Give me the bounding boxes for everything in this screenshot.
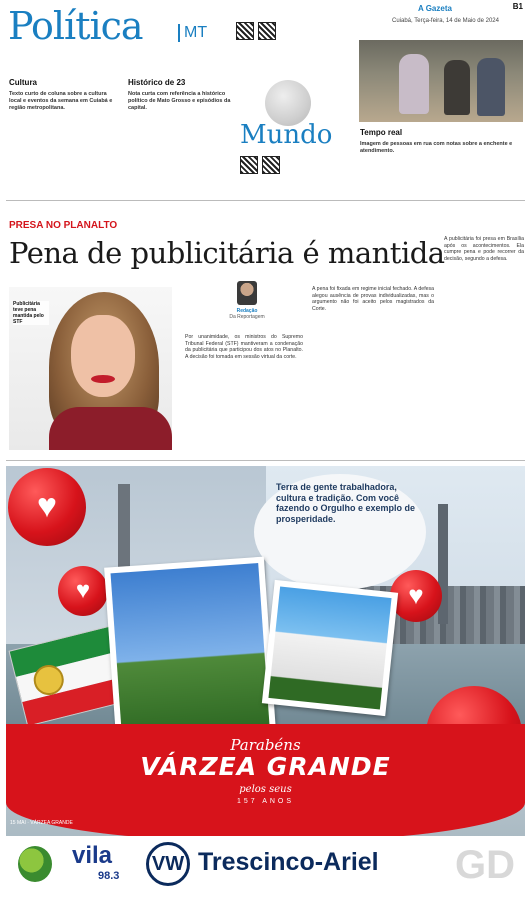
subsection-label: MT xyxy=(178,24,207,42)
qr-block-mid xyxy=(240,156,280,174)
photo-caption: Publicitária teve pena mantida pelo STF xyxy=(13,301,49,325)
greeting-text: Parabéns xyxy=(230,736,301,754)
sponsor-bar xyxy=(6,836,525,894)
story-body-col3: A publicitária foi presa em Brasília após os acontecimentos. Ela cumpre pena e pode recorrer da decisão, segundo a defesa. xyxy=(444,236,524,262)
mundo-label: Mundo xyxy=(240,120,333,150)
column-1 xyxy=(9,78,119,112)
story-body-col2: A pena foi fixada em regime inicial fechado. A defesa alegou ausência de provas individualizadas, mas o argumento não foi aceito pelos magistrados da Corte. xyxy=(312,286,434,312)
column-2 xyxy=(128,78,232,112)
qr-code-icon xyxy=(262,156,280,174)
column-text: Nota curta com referência a histórico político de Mato Grosso e episódios da capital. xyxy=(128,91,231,111)
watermark-logo: GD xyxy=(455,843,515,887)
advertisement[interactable] xyxy=(6,466,525,894)
top-photo xyxy=(359,40,523,122)
page-number: B1 xyxy=(512,2,523,11)
section-title: Política xyxy=(8,4,143,48)
qr-block-left xyxy=(236,22,276,40)
leaf-logo-icon xyxy=(18,846,52,882)
dealer-name: Trescinco-Ariel xyxy=(198,848,379,876)
author-name: Redação xyxy=(236,308,258,314)
heart-icon: ♥ xyxy=(58,566,108,616)
heart-icon: ♥ xyxy=(8,468,86,546)
qr-code-icon xyxy=(240,156,258,174)
bubble-text: Terra de gente trabalhadora, cultura e tradição. Com você fazendo o Orgulho e exemplo de prosperidade. xyxy=(276,482,416,524)
column-3 xyxy=(360,128,522,155)
dateline: Cuiabá, Terça-feira, 14 de Maio de 2024 xyxy=(392,18,499,24)
column-heading: Tempo real xyxy=(360,128,403,137)
story-kicker: PRESA NO PLANALTO xyxy=(9,220,118,231)
years-text: 157 ANOS xyxy=(236,798,295,805)
qr-code-icon xyxy=(258,22,276,40)
author-role: Da Reportagem xyxy=(229,314,265,320)
city-name: VÁRZEA GRANDE xyxy=(140,752,391,781)
edition-logo: A Gazeta xyxy=(418,4,452,13)
postcard-church xyxy=(262,580,398,716)
author-box xyxy=(220,281,274,320)
column-text: Imagem de pessoas em rua com notas sobre a enchente e atendimento. xyxy=(360,141,513,154)
story-headline[interactable]: Pena de publicitária é mantida xyxy=(9,236,445,270)
pelos-text: pelos seus xyxy=(239,784,292,795)
column-heading: Histórico de 23 xyxy=(128,78,186,87)
column-text: Texto curto de coluna sobre a cultura local e eventos da semana em Cuiabá e região metropolitana. xyxy=(9,91,113,111)
postcard-monument xyxy=(104,557,276,742)
qr-code-icon xyxy=(236,22,254,40)
author-avatar xyxy=(237,281,257,305)
divider xyxy=(6,460,525,461)
ad-date: 15 MAI · VÁRZEA GRANDE xyxy=(10,820,73,826)
radio-frequency: 98.3 xyxy=(98,870,120,882)
vw-logo-icon: VW xyxy=(146,842,190,886)
lead-photo xyxy=(9,287,172,450)
radio-logo: vila xyxy=(72,842,113,869)
story-body-col1: Por unanimidade, os ministros do Supremo Tribunal Federal (STF) mantiveram a condenação da publicitária que participou dos atos no Planalto. A decisão foi tomada em sessão virtual da corte. xyxy=(185,334,303,360)
heart-icon: ♥ xyxy=(390,570,442,622)
column-heading: Cultura xyxy=(9,78,37,87)
divider xyxy=(6,200,525,201)
